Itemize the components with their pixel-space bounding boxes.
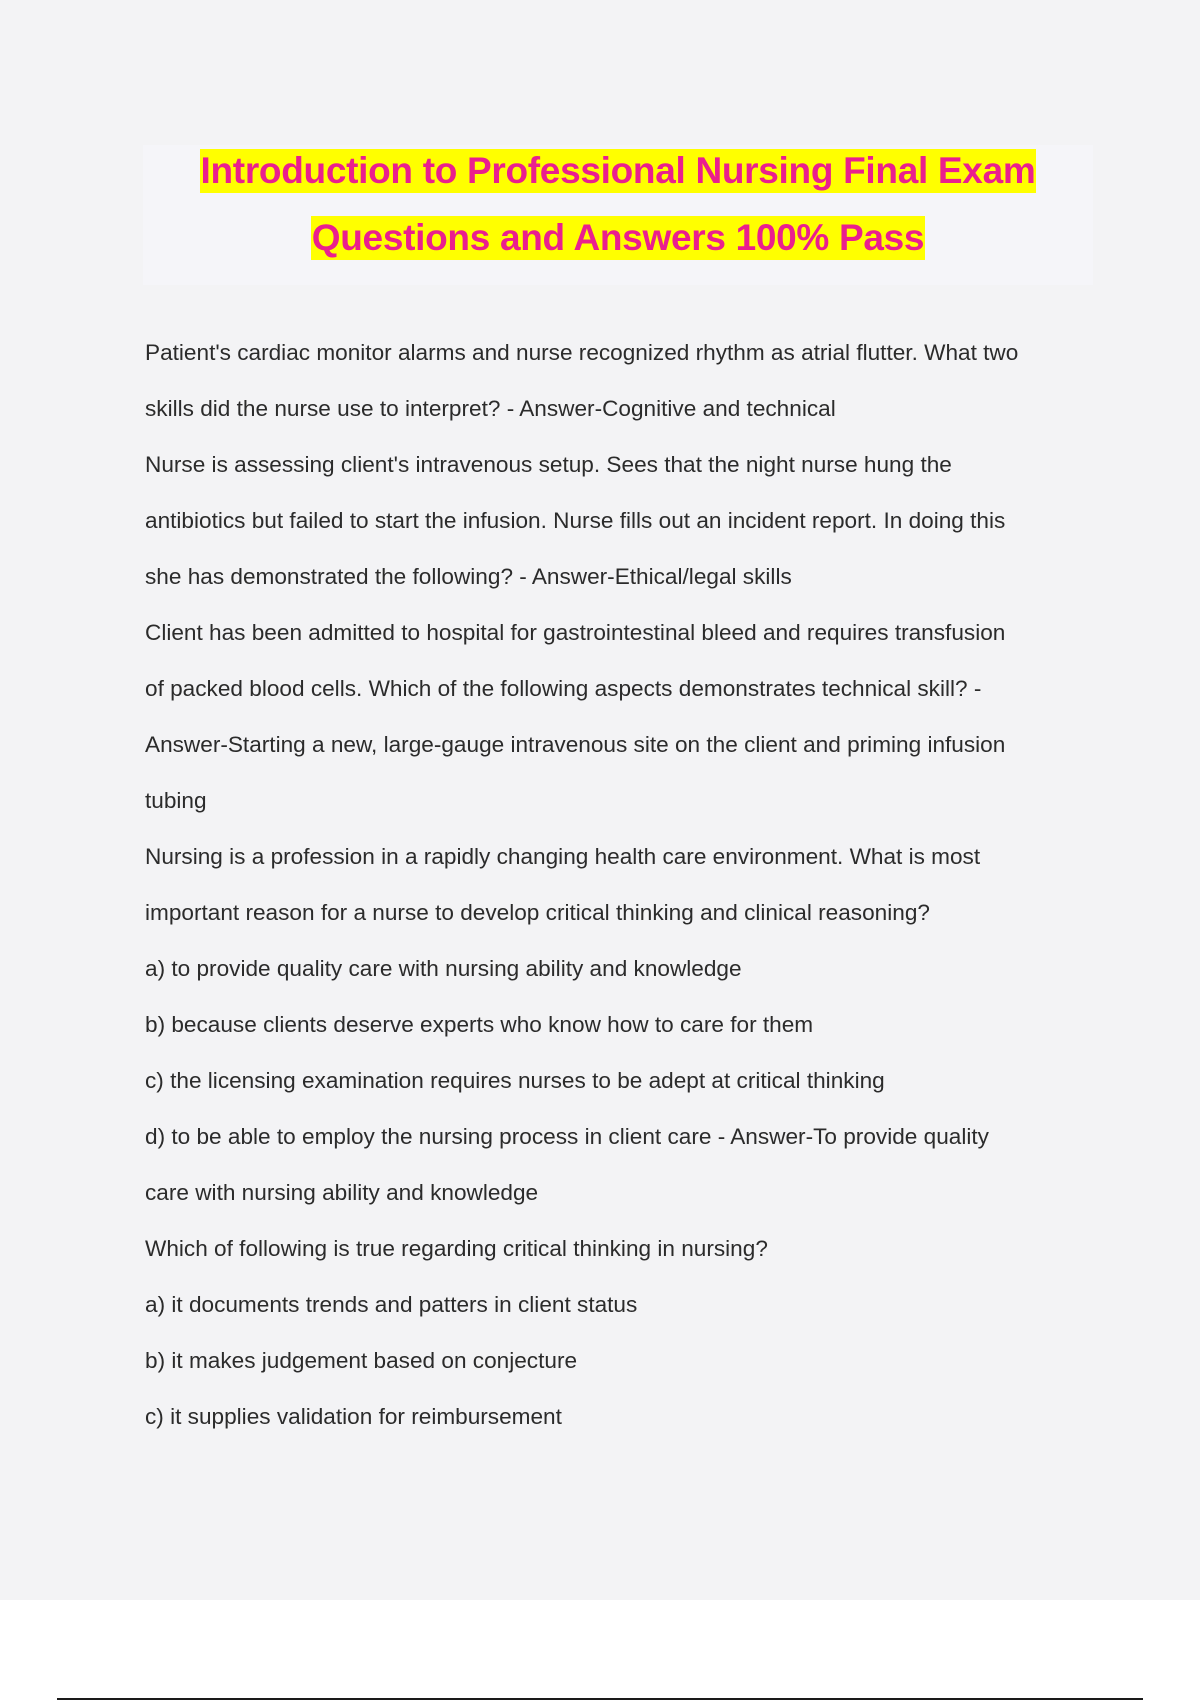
body-line: b) it makes judgement based on conjecture (145, 1348, 578, 1373)
body-line: antibiotics but failed to start the infusion. Nurse fills out an incident report. In doing this (145, 508, 1006, 533)
body-line: c) the licensing examination requires nurses to be adept at critical thinking (145, 1068, 885, 1093)
title-block (143, 145, 1093, 285)
body-line: Client has been admitted to hospital for gastrointestinal bleed and requires transfusion (145, 620, 1006, 645)
body-line: b) because clients deserve experts who know how to care for them (145, 1012, 814, 1037)
body-line: she has demonstrated the following? - Answer-Ethical/legal skills (145, 564, 792, 589)
qa-body (145, 325, 1085, 1445)
body-line: tubing (145, 788, 207, 813)
body-line: Nursing is a profession in a rapidly changing health care environment. What is most (145, 844, 981, 869)
body-line: Nurse is assessing client's intravenous setup. Sees that the night nurse hung the (145, 452, 952, 477)
body-line: Which of following is true regarding critical thinking in nursing? (145, 1236, 768, 1261)
page-title-line-2: Questions and Answers 100% Pass (311, 217, 925, 258)
body-line: skills did the nurse use to interpret? - Answer-Cognitive and technical (145, 396, 836, 421)
body-line: Patient's cardiac monitor alarms and nurse recognized rhythm as atrial flutter. What two (145, 340, 1019, 365)
body-line: a) to provide quality care with nursing ability and knowledge (145, 956, 742, 981)
body-line: d) to be able to employ the nursing process in client care - Answer-To provide quality (145, 1124, 989, 1149)
body-line: a) it documents trends and patters in client status (145, 1292, 638, 1317)
page-title-line-1: Introduction to Professional Nursing Final Exam (200, 150, 1036, 191)
body-line: important reason for a nurse to develop critical thinking and clinical reasoning? (145, 900, 930, 925)
body-line: Answer-Starting a new, large-gauge intravenous site on the client and priming infusion (145, 732, 1006, 757)
body-line: of packed blood cells. Which of the following aspects demonstrates technical skill? - (145, 676, 982, 701)
body-line: care with nursing ability and knowledge (145, 1180, 539, 1205)
body-line: c) it supplies validation for reimbursement (145, 1404, 562, 1429)
